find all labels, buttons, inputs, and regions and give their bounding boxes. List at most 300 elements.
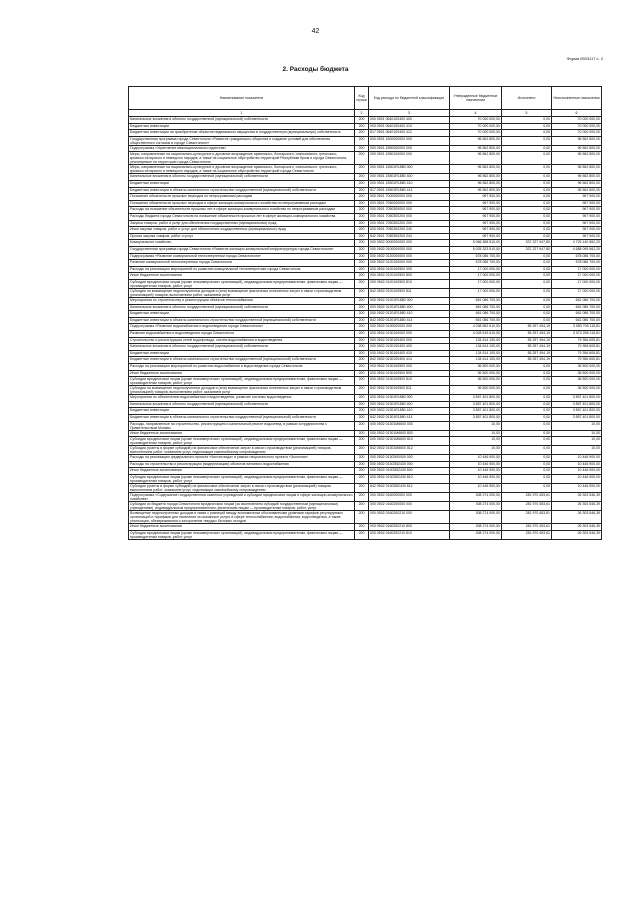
row-unexecuted-amount: 17 000 000,00 [552,273,602,280]
row-executed-amount: 0,00 [502,165,552,174]
table-row [129,363,602,370]
row-indicator-name: Меры, направленные на национально-культурное и духовное возрождение армянского, болгарского, итальянского, греческого, крымско-татарского и немецкого народов, а также на социальное обустройство территорий города Севастополя [129,165,355,174]
row-approved-amount: 10,00 [450,430,502,437]
row-indicator-name: Развитие коммунальной теплоэнергетики города Севастополя [129,260,355,267]
row-classification-code: 000 0502 0120100500 000 [369,266,450,273]
row-unexecuted-amount: 661 086 700,00 [552,311,602,318]
row-code: 200 [355,331,369,338]
table-row [129,324,602,331]
table-row [129,174,602,181]
table-row [129,350,602,357]
table-row [129,344,602,351]
row-code: 200 [355,401,369,408]
column-number: 4 [450,110,502,117]
row-classification-code: 842 0502 0130100400 414 [369,357,450,364]
row-approved-amount: 308 274 000,00 [450,502,502,511]
row-code: 200 [355,220,369,227]
row-approved-amount: 10 446 900,00 [450,455,502,462]
row-classification-code: 000 0502 0120100000 000 [369,260,450,267]
row-unexecuted-amount: 10 446 900,00 [552,455,602,462]
row-unexecuted-amount: 10 446 900,00 [552,484,602,493]
table-row [129,530,602,539]
row-unexecuted-amount: 26 303 546,39 [552,502,602,511]
row-indicator-name: Подпрограмма «Содержание государственных казенных учреждений и субсидии юридическим лицам в сфере жилищно-коммунального хозяйства» [130,493,353,502]
row-classification-code: 000 0502 01301R1880 410 [369,408,450,415]
row-executed-amount: 55 257 494,19 [502,331,552,338]
row-code: 200 [355,421,369,430]
row-approved-amount: 134 614 100,00 [450,337,502,344]
row-classification-code: 000 0502 0160200000 000 [369,502,450,511]
row-executed-amount: 55 257 494,19 [502,357,552,364]
row-unexecuted-amount: 10,00 [552,446,602,455]
expenses-table [128,86,602,540]
row-classification-code: 000 0502 0130100500 810 [369,377,450,386]
table-row [129,337,602,344]
row-classification-code: 842 0502 013G552430 812 [369,484,450,493]
table-row [129,220,602,227]
column-number: 2 [355,110,369,117]
row-unexecuted-amount: 79 356 605,81 [552,337,602,344]
row-approved-amount: 967 900,00 [450,207,502,214]
row-approved-amount: 678 086 700,00 [450,260,502,267]
row-code: 200 [355,247,369,254]
row-unexecuted-amount: 3 857 401 800,00 [552,395,602,402]
row-indicator-name: Бюджетные инвестиции на приобретение объектов недвижимого имущества в государственную (муниципальную) собственность [129,130,355,137]
row-executed-amount: 0,00 [502,152,552,165]
row-unexecuted-amount: 967 900,00 [552,207,602,214]
table-row [129,207,602,214]
row-classification-code: 000 0501 7050300200 200 [369,220,450,227]
column-number: 3 [369,110,450,117]
row-executed-amount: 55 257 494,19 [502,344,552,351]
row-unexecuted-amount: 10,00 [552,437,602,446]
table-row [129,273,602,280]
table-body [129,117,602,540]
table-row [129,317,602,324]
row-approved-amount: 96 562 800,00 [450,136,502,145]
row-indicator-name: Субсидии из бюджета города Севастополя юридическим лицам (за исключением субсидий государственным (муниципальным) учреждениям), индивидуальным предпринимателям, физическим лицам — производителям товаров, работ, услуг [129,502,355,511]
row-classification-code: 000 0501 15501R1880 410 [369,181,450,188]
row-approved-amount: 70 000 000,00 [450,117,502,124]
row-unexecuted-amount: 96 562 800,00 [552,152,602,165]
row-executed-amount: 55 257 494,19 [502,324,552,331]
row-approved-amount: 5 066 368 510,00 [450,240,502,247]
row-executed-amount: 0,00 [502,437,552,446]
row-approved-amount: 4 028 515 610,00 [450,331,502,338]
row-indicator-name: Расходы бюджета города Севастополя на погашение обязательств прошлых лет в сфере жилищно-коммунального хозяйства [129,214,355,221]
row-approved-amount: 678 086 700,00 [450,253,502,260]
table-row [129,377,602,386]
row-executed-amount: 0,00 [502,475,552,484]
row-approved-amount: 70 000 000,00 [450,123,502,130]
row-code: 200 [355,152,369,165]
row-unexecuted-amount: 661 086 700,00 [552,298,602,305]
table-row [129,386,602,395]
row-executed-amount: 281 970 453,61 [502,524,552,531]
table-row [129,117,602,124]
row-indicator-name: Погашение обязательств прошлых периодов в сфере жилищно-коммунального хозяйства по непрограммным расходам [129,200,355,207]
row-executed-amount: 337 227 947,80 [502,247,552,254]
row-code: 200 [355,502,369,511]
row-indicator-name: Капитальные вложения в объекты государственной (муниципальной) собственности [129,304,355,311]
table-row [129,446,602,455]
row-code: 200 [355,484,369,493]
row-classification-code: 000 0502 0130100000 000 [369,331,450,338]
row-unexecuted-amount: 96 562 800,00 [552,181,602,188]
row-code: 200 [355,165,369,174]
row-code: 200 [355,304,369,311]
row-indicator-name: Иные бюджетные ассигнования [129,468,355,475]
row-indicator-name: Расходы на строительство и реконструкцию (модернизацию) объектов питьевого водоснабжения [129,461,355,468]
row-code: 200 [355,240,369,247]
row-code: 200 [355,130,369,137]
row-classification-code: 000 0501 7050300000 000 [369,207,450,214]
row-indicator-name: Бюджетные инвестиции [129,350,355,357]
row-code: 200 [355,430,369,437]
row-indicator-name: Субсидии на возмещение недополученных доходов и (или) возмещение фактически понесенных затрат в связи с производством (реализацией) товаров, выполнением работ, оказанием услуг [129,386,355,395]
row-approved-amount: 96 562 800,00 [450,145,502,152]
row-approved-amount: 10,00 [450,446,502,455]
row-code: 200 [355,370,369,377]
row-approved-amount: 17 000 000,00 [450,289,502,298]
row-classification-code: 000 0502 01301М6600 000 [369,421,450,430]
row-unexecuted-amount: 10 446 900,00 [552,461,602,468]
header-approved: Утвержденные бюджетные назначения [450,87,502,110]
row-approved-amount: 96 562 800,00 [450,181,502,188]
row-unexecuted-amount: 36 500 000,00 [552,377,602,386]
row-code: 200 [355,181,369,188]
row-indicator-name: Бюджетные инвестиции [129,123,355,130]
row-indicator-name: Субсидии (гранты в форме субсидий) на финансовое обеспечение затрат в связи с производством (реализацией) товаров, выполнением работ, оказанием услуг, подлежащие казначейскому сопровождению [129,484,355,493]
row-classification-code: 000 0501 1550000000 000 [369,145,450,152]
table-row [129,524,602,531]
row-code: 200 [355,415,369,422]
row-unexecuted-amount: 967 900,00 [552,227,602,234]
row-indicator-name: Коммунальное хозяйство [129,240,355,247]
row-classification-code: 000 0501 0640100400 400 [369,117,450,124]
row-code: 200 [355,511,369,524]
table-row [129,370,602,377]
row-code: 200 [355,266,369,273]
row-approved-amount: 661 086 700,00 [450,311,502,318]
row-classification-code: 000 0502 0160200210 800 [369,524,450,531]
table-row [129,165,602,174]
table-row [129,227,602,234]
row-classification-code: 000 0502 0160000000 000 [369,493,450,502]
row-unexecuted-amount: 678 086 700,00 [552,253,602,260]
row-executed-amount: 0,00 [502,200,552,207]
row-approved-amount: 967 900,00 [450,233,502,240]
table-row [129,493,602,502]
row-approved-amount: 17 000 000,00 [450,279,502,288]
row-code: 200 [355,446,369,455]
row-unexecuted-amount: 70 000 000,00 [552,123,602,130]
row-indicator-name: Расходы, направленные на строительство, реконструкцию и капитальный ремонт водоотвед. в рамках сотрудничества с Правительством Москвы [129,421,355,430]
row-classification-code: 000 0502 013G552430 000 [369,461,450,468]
row-executed-amount: 0,00 [502,363,552,370]
row-code: 200 [355,437,369,446]
row-executed-amount: 0,00 [502,370,552,377]
row-indicator-name: Капитальные вложения в объекты государственной (муниципальной) собственности [129,174,355,181]
row-code: 200 [355,363,369,370]
row-unexecuted-amount: 79 356 605,81 [552,344,602,351]
row-classification-code: 842 0502 0120100500 811 [369,289,450,298]
row-classification-code: 000 0502 0130100400 400 [369,344,450,351]
table-row [129,311,602,318]
row-code: 200 [355,200,369,207]
table-row [129,395,602,402]
row-unexecuted-amount: 96 562 800,00 [552,145,602,152]
page-title: 2. Расходы бюджета [282,66,349,73]
row-indicator-name: Иные бюджетные ассигнования [129,273,355,280]
header-row-code: Код строки [355,87,369,110]
row-code: 200 [355,233,369,240]
row-indicator-name: Возмещение недополученных доходов в связи с разницей между экономически обоснованными уровнями тарифов регулируемых организаций и тарифами для населения за оказанные услуги в сфере теплоснабжения, водоснабжения, водоотведения, а также утилизации, обезвреживания и захоронения твердых бытовых отходов [129,511,355,524]
table-row [129,357,602,364]
table-row [129,430,602,437]
row-code: 200 [355,455,369,462]
row-code: 200 [355,350,369,357]
table-header-row [129,87,602,110]
table-row [129,421,602,430]
row-unexecuted-amount: 70 000 000,00 [552,130,602,137]
row-approved-amount: 96 562 800,00 [450,165,502,174]
row-unexecuted-amount: 26 303 546,39 [552,493,602,502]
row-executed-amount: 0,00 [502,455,552,462]
row-approved-amount: 661 086 700,00 [450,304,502,311]
row-indicator-name: Мероприятия по обеспечению водоснабжения и водоотведения, развитие системы водоотведения [129,395,355,402]
row-unexecuted-amount: 96 562 800,00 [552,165,602,174]
row-classification-code: 000 0502 01301М6600 810 [369,437,450,446]
row-unexecuted-amount: 36 500 000,00 [552,370,602,377]
row-indicator-name: Государственная программа города Севастополя «Развитие жилищно-коммунальной инфраструктуры города Севастополя» [129,247,355,254]
row-unexecuted-amount: 17 000 000,00 [552,266,602,273]
row-unexecuted-amount: 17 000 000,00 [552,289,602,298]
row-unexecuted-amount: 678 086 700,00 [552,260,602,267]
row-approved-amount: 3 857 401 800,00 [450,408,502,415]
row-approved-amount: 36 500 000,00 [450,377,502,386]
row-approved-amount: 308 274 000,00 [450,530,502,539]
row-unexecuted-amount: 10,00 [552,430,602,437]
row-classification-code: 000 0502 01301М6600 800 [369,430,450,437]
row-indicator-name: Бюджетные инвестиции в объекты капитального строительства государственной (муниципальной) собственности [129,317,355,324]
row-classification-code: 000 0502 0160200210 810 [369,530,450,539]
table-row [129,484,602,493]
row-indicator-name: Развитие водоснабжения и водоотведения города Севастополя [129,331,355,338]
row-indicator-name: Подпрограмма «Развитие водоснабжения и водоотведения города Севастополя» [129,324,355,331]
row-executed-amount: 0,00 [502,207,552,214]
table-row [129,145,602,152]
row-code: 200 [355,174,369,181]
row-executed-amount: 0,00 [502,220,552,227]
table-row [129,253,602,260]
table-row [129,200,602,207]
row-code: 200 [355,493,369,502]
row-indicator-name: Субсидии юридическим лицам (кроме некоммерческих организаций), индивидуальным предпринимателям, физическим лицам — производителям товаров, работ, услуг [129,530,355,539]
row-classification-code: 000 0502 0120100500 810 [369,279,450,288]
row-classification-code: 000 0501 7050000000 000 [369,200,450,207]
form-code: Форма 0503117 с. 2 [566,56,603,61]
row-executed-amount: 281 970 453,61 [502,511,552,524]
row-classification-code: 842 0502 01301М6600 812 [369,446,450,455]
row-unexecuted-amount: 967 900,00 [552,200,602,207]
row-executed-amount: 0,00 [502,273,552,280]
row-code: 200 [355,324,369,331]
header-unexecuted: Неисполненные назначения [552,87,602,110]
row-approved-amount: 3 857 401 800,00 [450,415,502,422]
row-approved-amount: 967 900,00 [450,214,502,221]
row-executed-amount: 0,00 [502,446,552,455]
row-executed-amount: 0,00 [502,415,552,422]
row-indicator-name: Бюджетные инвестиции [129,181,355,188]
row-executed-amount: 0,00 [502,468,552,475]
row-indicator-name: Бюджетные инвестиции [129,408,355,415]
row-indicator-name: Субсидии юридическим лицам (кроме некоммерческих организаций), индивидуальным предпринимателям, физическим лицам — производителям товаров, работ, услуг [129,377,355,386]
row-classification-code: 000 0502 013G500000 000 [369,455,450,462]
table-row [129,247,602,254]
row-approved-amount: 96 562 800,00 [450,174,502,181]
row-indicator-name: Строительство и реконструкция сетей водопровода, систем водоснабжения и водоотведения [129,337,355,344]
row-classification-code: 000 0502 013G552430 800 [369,468,450,475]
header-classification-code: Код расхода по бюджетной классификации [369,87,450,110]
row-code: 200 [355,136,369,145]
row-executed-amount: 0,00 [502,123,552,130]
row-unexecuted-amount: 26 303 546,39 [552,511,602,524]
row-executed-amount: 55 257 494,19 [502,337,552,344]
row-approved-amount: 134 614 100,00 [450,344,502,351]
row-executed-amount: 0,00 [502,461,552,468]
row-indicator-name: Иные закупки товаров, работ и услуг для обеспечения государственных (муниципальных) нужд [129,227,355,234]
row-indicator-name: Расходы на погашение обязательств прошлых лет в сфере жилищно-коммунального хозяйства по непрограммным расходам [129,207,355,214]
row-classification-code: 000 0502 0130100400 000 [369,337,450,344]
row-executed-amount: 0,00 [502,401,552,408]
row-classification-code: 000 0502 01201R1880 400 [369,304,450,311]
row-indicator-name: Расходы на реализацию федерального проекта «Чистая вода» в рамках национального проекта «Экология» [129,455,355,462]
row-indicator-name: Погашение обязательств прошлых периодов по непрограммным расходам [129,194,355,201]
row-approved-amount: 308 274 000,00 [450,493,502,502]
row-classification-code: 000 0501 15501R1880 000 [369,165,450,174]
row-indicator-name: Бюджетные инвестиции в объекты капитального строительства государственной (муниципальной) собственности [129,187,355,194]
row-approved-amount: 36 500 000,00 [450,363,502,370]
row-executed-amount: 0,00 [502,117,552,124]
row-classification-code: 000 0502 0130100500 800 [369,370,450,377]
table-row [129,408,602,415]
table-row [129,511,602,524]
row-classification-code: 000 0502 01301R1880 000 [369,395,450,402]
table-row [129,401,602,408]
row-indicator-name: Субсидии на возмещение недополученных доходов и (или) возмещение фактически понесенных затрат в связи с производством (реализацией) товаров, выполнением работ, оказанием услуг [129,289,355,298]
column-number-row [129,110,602,117]
row-classification-code: 842 0502 0130100500 811 [369,386,450,395]
row-unexecuted-amount: 96 562 800,00 [552,174,602,181]
row-indicator-name: Капитальные вложения в объекты государственной (муниципальной) собственности [129,401,355,408]
row-indicator-name: Бюджетные инвестиции в объекты капитального строительства государственной (муниципальной) собственности [129,357,355,364]
row-code: 200 [355,273,369,280]
row-code: 200 [355,461,369,468]
row-indicator-name: Бюджетные инвестиции в объекты капитального строительства государственной (муниципальной) собственности [129,415,355,422]
row-executed-amount: 281 970 453,61 [502,502,552,511]
table-row [129,437,602,446]
row-unexecuted-amount: 96 562 800,00 [552,136,602,145]
row-approved-amount: 134 614 100,00 [450,350,502,357]
row-unexecuted-amount: 967 900,00 [552,233,602,240]
table-row [129,136,602,145]
row-executed-amount: 281 970 453,61 [502,530,552,539]
table-row [129,240,602,247]
row-executed-amount: 0,00 [502,136,552,145]
row-unexecuted-amount: 36 500 000,00 [552,386,602,395]
row-executed-amount: 0,00 [502,260,552,267]
row-unexecuted-amount: 79 356 605,81 [552,350,602,357]
table-row [129,266,602,273]
row-executed-amount: 0,00 [502,214,552,221]
row-indicator-name: Закупка товаров, работ и услуг для обеспечения государственных (муниципальных) нужд [129,220,355,227]
row-unexecuted-amount: 4 688 095 562,20 [552,247,602,254]
row-executed-amount: 55 257 494,19 [502,350,552,357]
row-executed-amount: 0,00 [502,395,552,402]
row-unexecuted-amount: 661 086 700,00 [552,317,602,324]
row-code: 200 [355,145,369,152]
row-unexecuted-amount: 3 857 401 800,00 [552,415,602,422]
row-classification-code: 817 0501 0640100400 412 [369,130,450,137]
row-indicator-name: Подпрограмма «Развитие коммунальной теплоэнергетики города Севастополя» [129,253,355,260]
row-approved-amount: 3 857 401 800,00 [450,401,502,408]
row-classification-code: 842 0502 01301R1880 414 [369,415,450,422]
row-executed-amount: 0,00 [502,408,552,415]
row-unexecuted-amount: 17 000 000,00 [552,279,602,288]
row-indicator-name: Мероприятия по строительству и реконструкции объектов теплоснабжения [129,298,355,305]
row-approved-amount: 36 500 000,00 [450,370,502,377]
column-number: 1 [129,110,355,117]
row-indicator-name: Прочая закупка товаров, работ и услуг [129,233,355,240]
row-indicator-name: Субсидии юридическим лицам (кроме некоммерческих организаций), индивидуальным предпринимателям, физическим лицам — производителям товаров, работ, услуг [129,279,355,288]
row-indicator-name: Государственная программа города Севастополя «Развитие гражданского общества и создание условий для обеспечения общественного согласия в городе Севастополе» [129,136,355,145]
row-executed-amount: 0,00 [502,317,552,324]
row-classification-code: 000 0502 013G552430 810 [369,475,450,484]
row-unexecuted-amount: 967 900,00 [552,214,602,221]
row-approved-amount: 17 000 000,00 [450,266,502,273]
row-executed-amount: 0,00 [502,430,552,437]
row-executed-amount: 0,00 [502,298,552,305]
row-executed-amount: 0,00 [502,311,552,318]
row-approved-amount: 36 500 000,00 [450,386,502,395]
row-code: 200 [355,524,369,531]
row-indicator-name: Субсидии юридическим лицам (кроме некоммерческих организаций), индивидуальным предпринимателям, физическим лицам — производителям товаров, работ, услуг [129,437,355,446]
row-indicator-name: Бюджетные инвестиции [129,311,355,318]
row-code: 200 [355,377,369,386]
row-code: 200 [355,408,369,415]
row-approved-amount: 96 562 800,00 [450,187,502,194]
row-classification-code: 000 0501 1550100000 000 [369,152,450,165]
row-approved-amount: 10 446 900,00 [450,461,502,468]
row-code: 200 [355,227,369,234]
row-code: 200 [355,207,369,214]
row-approved-amount: 17 000 000,00 [450,273,502,280]
row-approved-amount: 308 274 000,00 [450,524,502,531]
row-classification-code: 000 0502 0000000000 000 [369,240,450,247]
table-row [129,468,602,475]
row-classification-code: 000 0502 01201R1880 000 [369,298,450,305]
row-indicator-name: Капитальные вложения в объекты государственной (муниципальной) собственности [129,344,355,351]
table-row [129,233,602,240]
row-approved-amount: 967 900,00 [450,200,502,207]
table-row [129,279,602,288]
row-code: 200 [355,337,369,344]
row-indicator-name: Подпрограмма «Укрепление межнационального единства» [129,145,355,152]
row-code: 200 [355,260,369,267]
row-approved-amount: 3 857 401 800,00 [450,395,502,402]
row-code: 200 [355,468,369,475]
